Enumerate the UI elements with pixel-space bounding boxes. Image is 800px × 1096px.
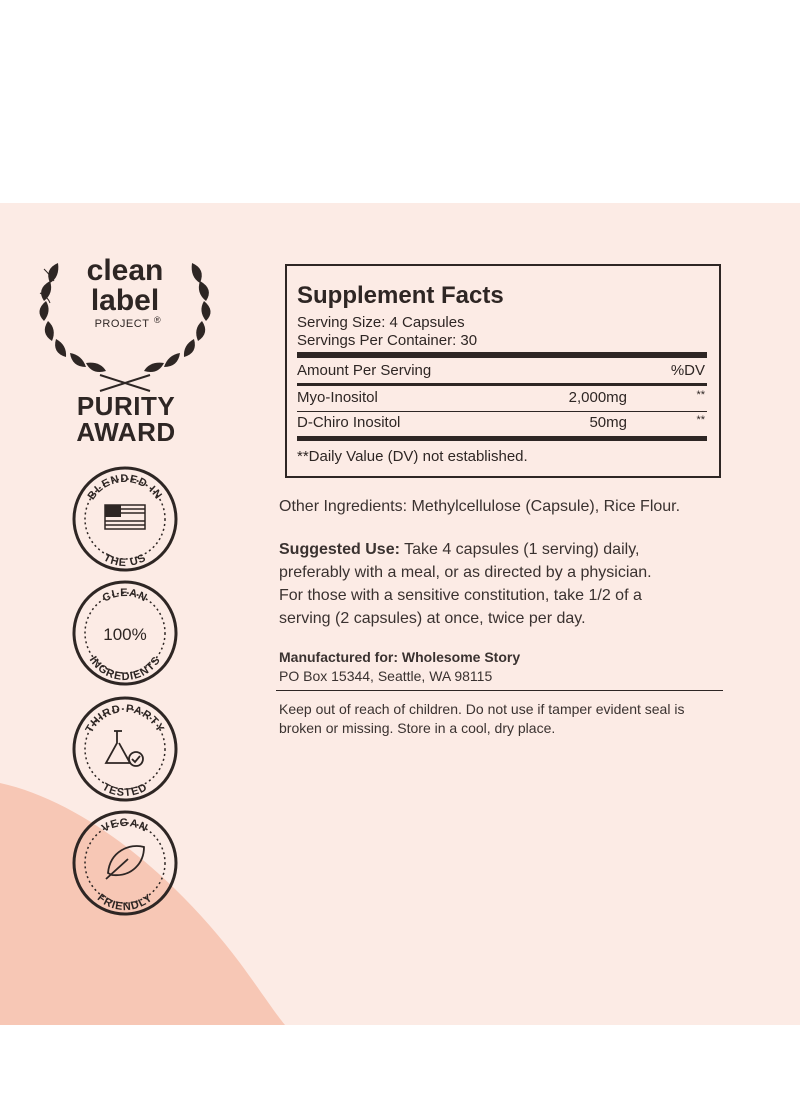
supplement-facts-panel bbox=[285, 264, 721, 478]
badge-blended-in-the-us bbox=[74, 468, 176, 570]
badge-1-top-text: BLENDED IN bbox=[85, 472, 165, 503]
manufacturer-block bbox=[279, 648, 520, 686]
divider bbox=[276, 690, 723, 691]
warning-line2: broken or missing. Store in a cool, dry place. bbox=[279, 720, 556, 736]
amount-header: Amount Per Serving bbox=[297, 362, 432, 379]
table-row bbox=[297, 414, 707, 436]
dv-header: %DV bbox=[670, 362, 705, 379]
badges-column bbox=[0, 203, 250, 1025]
thin-rule bbox=[297, 411, 707, 412]
logo-registered: ® bbox=[154, 315, 161, 325]
thick-rule bbox=[297, 352, 707, 358]
leaf-icon bbox=[106, 846, 144, 879]
svg-text:INGREDIENTS bbox=[87, 654, 163, 683]
award-title-line1: PURITY bbox=[76, 391, 176, 421]
svg-text:CLEAN bbox=[101, 587, 150, 605]
serving-size: Serving Size: 4 Capsules bbox=[297, 314, 465, 331]
ingredient-dv: ** bbox=[696, 414, 705, 426]
award-title-line2: AWARD bbox=[76, 417, 176, 447]
dv-footnote: **Daily Value (DV) not established. bbox=[297, 448, 528, 465]
ingredient-name: Myo-Inositol bbox=[297, 389, 378, 406]
ingredient-dv: ** bbox=[696, 389, 705, 401]
badge-third-party-tested bbox=[74, 698, 176, 800]
amount-header-row bbox=[297, 362, 707, 384]
manufacturer-address: PO Box 15344, Seattle, WA 98115 bbox=[279, 668, 493, 684]
suggested-use-line3: For those with a sensitive constitution, take 1/2 of a bbox=[279, 587, 642, 604]
badge-3-top-text: THIRD PARTY bbox=[83, 702, 167, 735]
us-flag-icon bbox=[105, 505, 145, 529]
badge-2-center-text: 100% bbox=[103, 625, 147, 644]
medium-rule bbox=[297, 383, 707, 386]
badge-4-bottom-text: FRIENDLY bbox=[94, 891, 156, 914]
badge-2-top-text: CLEAN bbox=[100, 586, 150, 605]
suggested-use-line1: Take 4 capsules (1 serving) daily, bbox=[399, 541, 640, 558]
suggested-use bbox=[279, 538, 652, 630]
badge-clean-ingredients bbox=[74, 582, 176, 684]
badge-vegan-friendly bbox=[74, 812, 176, 914]
thick-rule-bottom bbox=[297, 436, 707, 441]
ingredient-name: D-Chiro Inositol bbox=[297, 414, 401, 431]
badge-3-bottom-text: TESTED bbox=[100, 781, 150, 800]
badge-2-bottom-text: INGREDIENTS bbox=[86, 654, 164, 684]
flask-check-icon bbox=[106, 731, 143, 766]
table-row bbox=[297, 389, 707, 411]
logo-clean: clean bbox=[86, 254, 164, 287]
ingredient-amount: 2,000mg bbox=[568, 389, 627, 406]
suggested-use-line4: serving (2 capsules) at once, twice per day. bbox=[279, 610, 586, 627]
badge-1-bottom-text: THE US bbox=[101, 551, 149, 570]
warning-block bbox=[279, 700, 684, 738]
warning-line1: Keep out of reach of children. Do not use if tamper evident seal is bbox=[279, 701, 685, 717]
manufacturer-label: Manufactured for: Wholesome Story bbox=[279, 649, 521, 665]
suggested-use-label: Suggested Use: bbox=[279, 541, 400, 558]
logo-project: PROJECT bbox=[94, 318, 150, 330]
badge-4-top-text: VEGAN bbox=[99, 816, 151, 835]
ingredient-amount: 50mg bbox=[589, 414, 627, 431]
suggested-use-line2: preferably with a meal, or as directed by a physician. bbox=[279, 564, 652, 581]
servings-per-container: Servings Per Container: 30 bbox=[297, 332, 478, 349]
other-ingredients: Other Ingredients: Methylcellulose (Capsule), Rice Flour. bbox=[279, 498, 681, 515]
facts-title: Supplement Facts bbox=[297, 282, 504, 309]
svg-text:VEGAN bbox=[100, 817, 150, 835]
logo-label: label bbox=[90, 284, 160, 317]
